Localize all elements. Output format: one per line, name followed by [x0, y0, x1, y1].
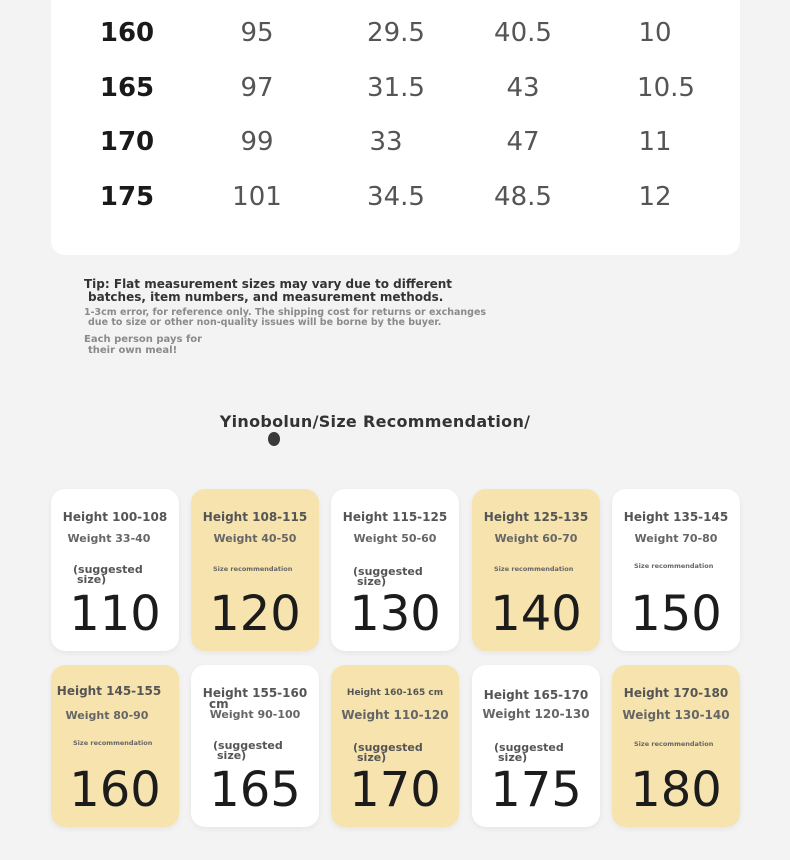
- card-note: Size recommendation: [213, 565, 293, 573]
- size-card: [51, 665, 179, 827]
- card-note: [353, 743, 443, 763]
- card-size: 175: [490, 762, 582, 818]
- tip-sub-line: 1-3cm error, for reference only. The shipping cost for returns or exchanges: [84, 307, 487, 318]
- tip-meal: [84, 334, 284, 356]
- tip-text: [84, 278, 514, 304]
- table-cell: 43: [506, 73, 540, 103]
- card-note-line: size): [357, 575, 387, 588]
- card-height: Height 165-170: [483, 688, 589, 702]
- card-size: 140: [490, 586, 582, 642]
- card-note-line: size): [498, 751, 528, 764]
- table-row: [51, 122, 740, 162]
- card-height: Height 100-108: [62, 510, 168, 524]
- card-weight: Weight 50-60: [353, 532, 437, 545]
- card-note: Size recommendation: [73, 739, 153, 747]
- card-weight: Weight 120-130: [482, 707, 590, 721]
- section-title: Yinobolun/Size Recommendation/: [219, 412, 531, 431]
- table-cell: 33: [369, 127, 403, 157]
- table-cell: 47: [506, 127, 540, 157]
- table-cell: 10.5: [637, 73, 695, 103]
- card-size: 130: [349, 586, 441, 642]
- size-card: [191, 489, 319, 651]
- table-cell: 175: [99, 182, 155, 212]
- card-height: Height 160-165 cm: [346, 688, 444, 698]
- card-note: [73, 565, 163, 585]
- table-cell: 48.5: [494, 182, 552, 212]
- table-cell: 31.5: [367, 73, 425, 103]
- card-size: 170: [349, 762, 441, 818]
- tip-meal-line: Each person pays for: [84, 334, 203, 345]
- card-note: [494, 743, 584, 763]
- size-card: [472, 489, 600, 651]
- table-cell: 101: [232, 182, 282, 212]
- card-height: Height 125-135: [483, 510, 589, 524]
- size-card: [191, 665, 319, 827]
- decorative-dot-icon: [268, 432, 280, 446]
- card-note: Size recommendation: [634, 740, 714, 748]
- table-cell: 10: [638, 18, 672, 48]
- card-weight: Weight 90-100: [209, 708, 301, 721]
- table-row: [51, 177, 740, 217]
- card-weight: Weight 110-120: [341, 708, 449, 722]
- tip-disclaimer: [84, 308, 514, 328]
- tip-meal-line: their own meal!: [88, 345, 178, 356]
- table-cell: 34.5: [367, 182, 425, 212]
- table-cell: 97: [240, 73, 274, 103]
- card-weight: Weight 60-70: [494, 532, 578, 545]
- card-weight: Weight 33-40: [67, 532, 151, 545]
- card-size: 180: [630, 762, 722, 818]
- tip-line: Tip: Flat measurement sizes may vary due to different: [84, 277, 453, 291]
- card-weight: Weight 40-50: [213, 532, 297, 545]
- card-weight: Weight 130-140: [622, 708, 730, 722]
- card-note-line: (suggested: [353, 565, 423, 578]
- size-card: [472, 665, 600, 827]
- card-note: Size recommendation: [634, 562, 714, 570]
- card-size: 110: [69, 586, 161, 642]
- table-cell: 12: [638, 182, 672, 212]
- card-note: Size recommendation: [494, 565, 574, 573]
- card-height: Height 115-125: [342, 510, 448, 524]
- size-card: [612, 489, 740, 651]
- card-note-line: size): [217, 749, 247, 762]
- card-height: Height 135-145: [623, 510, 729, 524]
- tip-box: [70, 270, 710, 370]
- card-height: [191, 686, 319, 711]
- size-card: [331, 665, 459, 827]
- tip-line: batches, item numbers, and measurement methods.: [88, 290, 444, 304]
- card-size: 150: [630, 586, 722, 642]
- card-note: [353, 567, 443, 587]
- table-row: [51, 68, 740, 108]
- card-note-line: (suggested: [73, 563, 143, 576]
- card-height: Height 108-115: [202, 510, 308, 524]
- card-note-line: (suggested: [213, 739, 283, 752]
- table-cell: 40.5: [494, 18, 552, 48]
- card-weight: Weight 80-90: [65, 709, 149, 722]
- size-table: [51, 0, 740, 255]
- card-note-line: size): [77, 573, 107, 586]
- table-row: [51, 13, 740, 53]
- size-card: [51, 489, 179, 651]
- table-cell: 11: [638, 127, 672, 157]
- size-card: [331, 489, 459, 651]
- card-height: Height 145-155: [56, 684, 162, 698]
- tip-sub-line: due to size or other non-quality issues will be borne by the buyer.: [88, 317, 442, 328]
- card-size: 160: [69, 762, 161, 818]
- card-height-line: Height 155-160: [202, 686, 308, 700]
- table-cell: 29.5: [367, 18, 425, 48]
- card-size: 165: [209, 762, 301, 818]
- card-weight: Weight 70-80: [634, 532, 718, 545]
- card-height-unit: cm: [209, 697, 229, 711]
- table-cell: 160: [99, 18, 155, 48]
- table-cell: 170: [99, 127, 155, 157]
- size-card: [612, 665, 740, 827]
- card-note-line: (suggested: [494, 741, 564, 754]
- card-size: 120: [209, 586, 301, 642]
- table-cell: 165: [99, 73, 155, 103]
- table-cell: 99: [240, 127, 274, 157]
- card-height: Height 170-180: [623, 686, 729, 700]
- card-note-line: (suggested: [353, 741, 423, 754]
- table-cell: 95: [240, 18, 274, 48]
- card-note-line: size): [357, 751, 387, 764]
- card-note: [213, 741, 303, 761]
